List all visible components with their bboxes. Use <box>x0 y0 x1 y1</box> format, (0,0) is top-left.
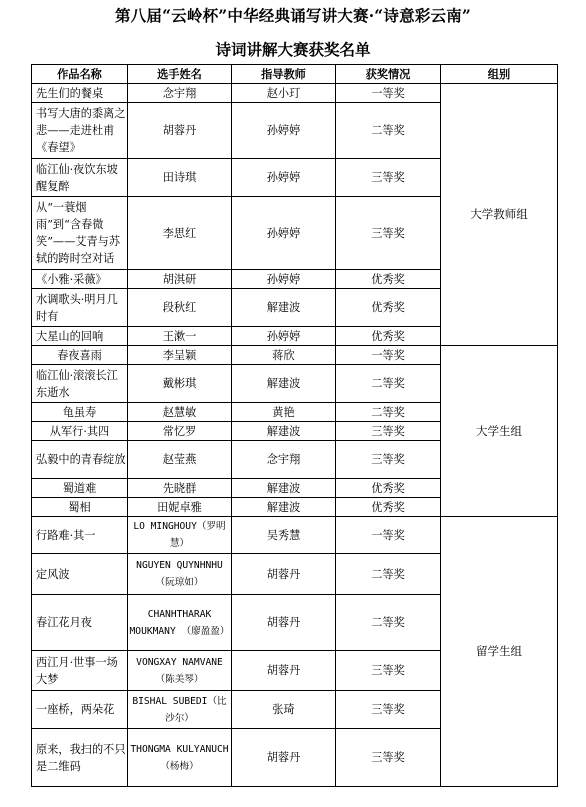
cell-work: 从军行·其四 <box>32 422 128 441</box>
cell-name: 赵莹燕 <box>128 441 232 479</box>
cell-award: 一等奖 <box>336 346 441 365</box>
cell-work: 大星山的回响 <box>32 327 128 346</box>
cell-work: 一座桥，两朵花 <box>32 691 128 729</box>
title-line-1: 第八届“云岭杯”中华经典诵写讲大赛·“诗意彩云南” <box>114 6 472 25</box>
header-teacher: 指导教师 <box>232 65 336 84</box>
cell-award: 三等奖 <box>336 422 441 441</box>
cell-name: LO MINGHOUY（罗明慧） <box>128 517 232 554</box>
cell-work: 原来，我扫的不只是二维码 <box>32 729 128 787</box>
cell-award: 三等奖 <box>336 651 441 691</box>
cell-work: 水调歌头·明月几时有 <box>32 289 128 327</box>
cell-work: 书写大唐的黍离之悲——走进杜甫《春望》 <box>32 103 128 159</box>
cell-award: 三等奖 <box>336 159 441 197</box>
cell-work: 行路难·其一 <box>32 517 128 554</box>
cell-award: 优秀奖 <box>336 498 441 517</box>
cell-award: 优秀奖 <box>336 289 441 327</box>
cell-name: BISHAL SUBEDI（比沙尔） <box>128 691 232 729</box>
cell-name: 戴彬琪 <box>128 365 232 403</box>
header-award: 获奖情况 <box>336 65 441 84</box>
cell-work: 临江仙·滚滚长江东逝水 <box>32 365 128 403</box>
table-row <box>32 517 558 554</box>
cell-teacher: 胡蓉丹 <box>232 651 336 691</box>
cell-name: 李思红 <box>128 197 232 270</box>
title-line-2: 诗词讲解大赛获奖名单 <box>215 40 371 59</box>
cell-name: 胡蓉丹 <box>128 103 232 159</box>
cell-teacher: 胡蓉丹 <box>232 595 336 651</box>
cell-name: 段秋红 <box>128 289 232 327</box>
cell-group: 大学生组 <box>441 346 558 517</box>
cell-award: 二等奖 <box>336 403 441 422</box>
table-row <box>32 84 558 103</box>
cell-award: 二等奖 <box>336 595 441 651</box>
cell-teacher: 解建波 <box>232 289 336 327</box>
cell-work: 定风波 <box>32 554 128 595</box>
cell-teacher: 解建波 <box>232 422 336 441</box>
table-header-row <box>32 65 558 84</box>
cell-teacher: 解建波 <box>232 498 336 517</box>
awards-table <box>31 64 558 787</box>
cell-name: 王漱一 <box>128 327 232 346</box>
cell-work: 西江月·世事一场大梦 <box>32 651 128 691</box>
cell-work: 春夜喜雨 <box>32 346 128 365</box>
cell-work: 从“一蓑烟雨”到“含春微笑”——艾青与苏轼的跨时空对话 <box>32 197 128 270</box>
cell-award: 一等奖 <box>336 517 441 554</box>
cell-teacher: 黄艳 <box>232 403 336 422</box>
cell-award: 三等奖 <box>336 729 441 787</box>
cell-work: 蜀道难 <box>32 479 128 498</box>
cell-teacher: 张琦 <box>232 691 336 729</box>
cell-work: 临江仙·夜饮东坡醒复醉 <box>32 159 128 197</box>
cell-teacher: 孙婷婷 <box>232 327 336 346</box>
cell-teacher: 解建波 <box>232 365 336 403</box>
cell-name: CHANHTHARAK MOUKMANY （廖盈盈） <box>128 595 232 651</box>
table-row <box>32 346 558 365</box>
header-group: 组别 <box>441 65 558 84</box>
cell-award: 优秀奖 <box>336 270 441 289</box>
cell-teacher: 赵小玎 <box>232 84 336 103</box>
cell-award: 三等奖 <box>336 441 441 479</box>
cell-name: 赵慧敏 <box>128 403 232 422</box>
cell-work: 龟虽寿 <box>32 403 128 422</box>
cell-name: THONGMA KULYANUCH（杨梅） <box>128 729 232 787</box>
cell-work: 蜀相 <box>32 498 128 517</box>
cell-award: 二等奖 <box>336 365 441 403</box>
cell-teacher: 解建波 <box>232 479 336 498</box>
cell-name: 田诗琪 <box>128 159 232 197</box>
cell-award: 三等奖 <box>336 691 441 729</box>
cell-teacher: 胡蓉丹 <box>232 554 336 595</box>
header-work: 作品名称 <box>32 65 128 84</box>
cell-group: 大学教师组 <box>441 84 558 346</box>
cell-name: 田妮卓雅 <box>128 498 232 517</box>
cell-teacher: 蒋欣 <box>232 346 336 365</box>
cell-award: 优秀奖 <box>336 327 441 346</box>
cell-teacher: 胡蓉丹 <box>232 729 336 787</box>
cell-name: 常忆罗 <box>128 422 232 441</box>
header-name: 选手姓名 <box>128 65 232 84</box>
cell-award: 一等奖 <box>336 84 441 103</box>
cell-teacher: 孙婷婷 <box>232 159 336 197</box>
cell-work: 《小雅·采薇》 <box>32 270 128 289</box>
cell-award: 二等奖 <box>336 103 441 159</box>
cell-teacher: 念宇翔 <box>232 441 336 479</box>
cell-group: 留学生组 <box>441 517 558 787</box>
cell-work: 弘毅中的青春绽放 <box>32 441 128 479</box>
cell-award: 三等奖 <box>336 197 441 270</box>
cell-teacher: 孙婷婷 <box>232 103 336 159</box>
cell-name: 念宇翔 <box>128 84 232 103</box>
cell-teacher: 孙婷婷 <box>232 270 336 289</box>
cell-award: 优秀奖 <box>336 479 441 498</box>
cell-name: NGUYEN QUYNHNHU（阮琼如） <box>128 554 232 595</box>
cell-award: 二等奖 <box>336 554 441 595</box>
cell-name: 胡淇研 <box>128 270 232 289</box>
cell-teacher: 孙婷婷 <box>232 197 336 270</box>
cell-name: VONGXAY NAMVANE（陈美琴） <box>128 651 232 691</box>
cell-name: 李呈颖 <box>128 346 232 365</box>
cell-work: 春江花月夜 <box>32 595 128 651</box>
cell-work: 先生们的餐桌 <box>32 84 128 103</box>
cell-name: 先晓群 <box>128 479 232 498</box>
cell-teacher: 吴秀慧 <box>232 517 336 554</box>
